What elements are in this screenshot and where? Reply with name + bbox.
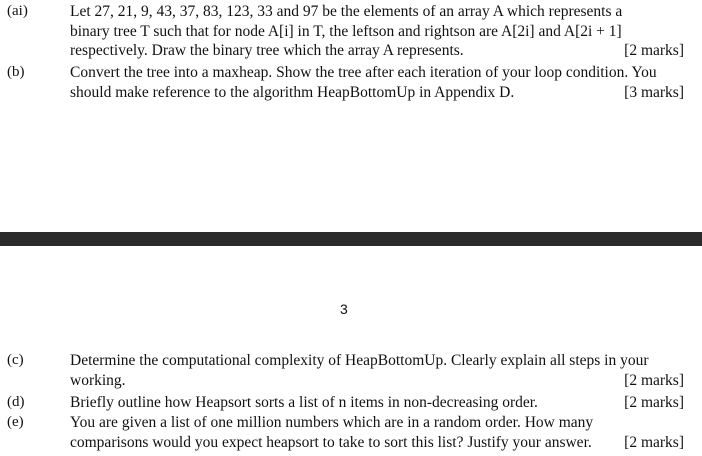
question-text (70, 2, 684, 61)
question-line-text: working. (70, 371, 126, 389)
marks-label: [3 marks] (624, 83, 684, 101)
question-line: binary tree T such that for node A[i] in T, the leftson and rightson are A[2i] and A[2i + 1] (70, 22, 622, 40)
question-line-text: comparisons would you expect heapsort to take to sort this list? Justify your answer. (70, 433, 592, 451)
marks-label: [2 marks] (624, 394, 684, 411)
question-text (70, 413, 684, 452)
page-divider (0, 232, 702, 246)
question-label: (ai) (7, 3, 28, 19)
question-text (70, 351, 684, 390)
question-line-text: respectively. Draw the binary tree which the array A represents. (70, 42, 464, 59)
question-line-with-marks (70, 371, 684, 391)
marks-label: [2 marks] (624, 433, 684, 451)
question-line-text: Briefly outline how Heapsort sorts a list of n items in non-decreasing order. (70, 394, 538, 411)
page-number: 3 (340, 301, 348, 317)
question-line-with-marks (70, 83, 684, 103)
question-line-text: should make reference to the algorithm HeapBottomUp in Appendix D. (70, 83, 515, 101)
marks-label: [2 marks] (624, 371, 684, 389)
question-line: Let 27, 21, 9, 43, 37, 83, 123, 33 and 97 be the elements of an array A which represents a (70, 3, 623, 20)
question-text (70, 393, 684, 413)
exam-page-bottom (0, 246, 702, 456)
question-label: (e) (7, 414, 24, 430)
question-line-with-marks (70, 393, 684, 413)
question-label: (c) (7, 352, 24, 368)
question-line-with-marks (70, 433, 684, 453)
question-line: Determine the computational complexity of HeapBottomUp. Clearly explain all steps in your (70, 352, 649, 369)
question-line: Convert the tree into a maxheap. Show the tree after each iteration of your loop condition. You (70, 64, 657, 81)
question-label: (b) (7, 64, 25, 80)
question-text (70, 63, 684, 102)
question-line: You are given a list of one million numbers which are in a random order. How many (70, 414, 594, 431)
question-line-with-marks (70, 41, 684, 61)
question-label: (d) (7, 394, 25, 410)
marks-label: [2 marks] (624, 42, 684, 59)
